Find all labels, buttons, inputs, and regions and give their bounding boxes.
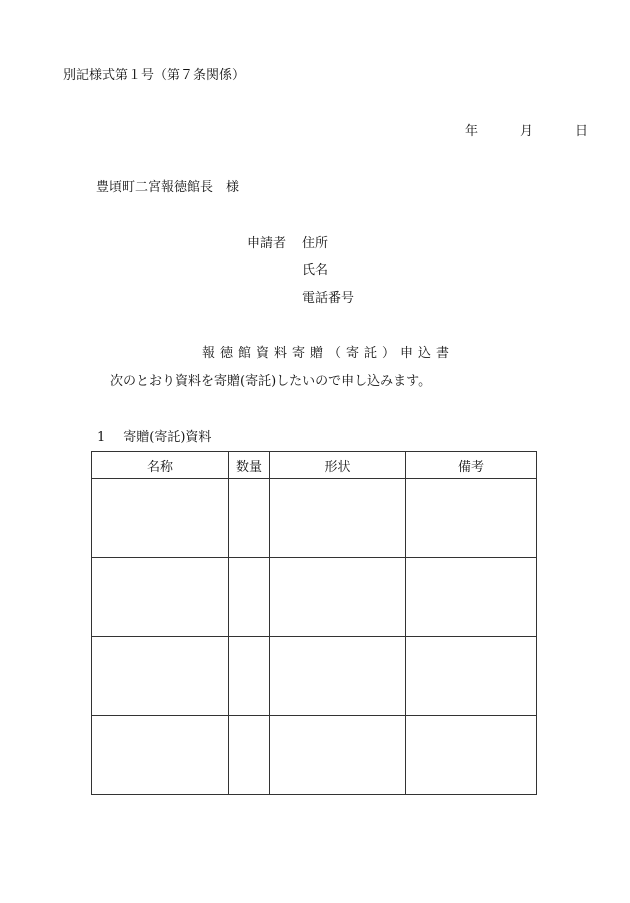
cell-shape[interactable] [270, 479, 406, 558]
table-row [92, 479, 537, 558]
document-title: 報徳館資料寄贈（寄託）申込書 [202, 346, 455, 361]
cell-quantity[interactable] [229, 558, 270, 637]
address-label: 住所 [302, 236, 329, 251]
table-row [92, 716, 537, 795]
cell-name[interactable] [92, 558, 229, 637]
cell-name[interactable] [92, 716, 229, 795]
table-header-row [92, 452, 537, 479]
table-row [92, 558, 537, 637]
cell-name[interactable] [92, 637, 229, 716]
header-name: 名称 [92, 452, 229, 479]
cell-shape[interactable] [270, 716, 406, 795]
donation-items-table [91, 451, 537, 795]
name-label: 氏名 [302, 263, 329, 278]
header-shape: 形状 [270, 452, 406, 479]
addressee: 豊頃町二宮報徳館長 様 [96, 180, 240, 195]
cell-remarks[interactable] [406, 716, 537, 795]
cell-remarks[interactable] [406, 637, 537, 716]
cell-shape[interactable] [270, 558, 406, 637]
header-quantity: 数量 [229, 452, 270, 479]
cell-shape[interactable] [270, 637, 406, 716]
cell-remarks[interactable] [406, 558, 537, 637]
cell-quantity[interactable] [229, 637, 270, 716]
date-year-label: 年 [465, 124, 479, 139]
section-title: 寄贈(寄託)資料 [123, 430, 212, 445]
date-day-label: 日 [575, 124, 589, 139]
date-line [465, 124, 588, 140]
cell-name[interactable] [92, 479, 229, 558]
form-number: 別記様式第１号（第７条関係） [63, 68, 246, 83]
table-row [92, 637, 537, 716]
section-number: 1 [97, 430, 106, 445]
intro-text: 次のとおり資料を寄贈(寄託)したいので申し込みます。 [110, 374, 432, 389]
header-remarks: 備考 [406, 452, 537, 479]
section-heading [97, 430, 211, 446]
cell-remarks[interactable] [406, 479, 537, 558]
applicant-label: 申請者 [247, 236, 287, 251]
cell-quantity[interactable] [229, 716, 270, 795]
phone-label: 電話番号 [302, 291, 355, 306]
date-month-label: 月 [520, 124, 534, 139]
cell-quantity[interactable] [229, 479, 270, 558]
